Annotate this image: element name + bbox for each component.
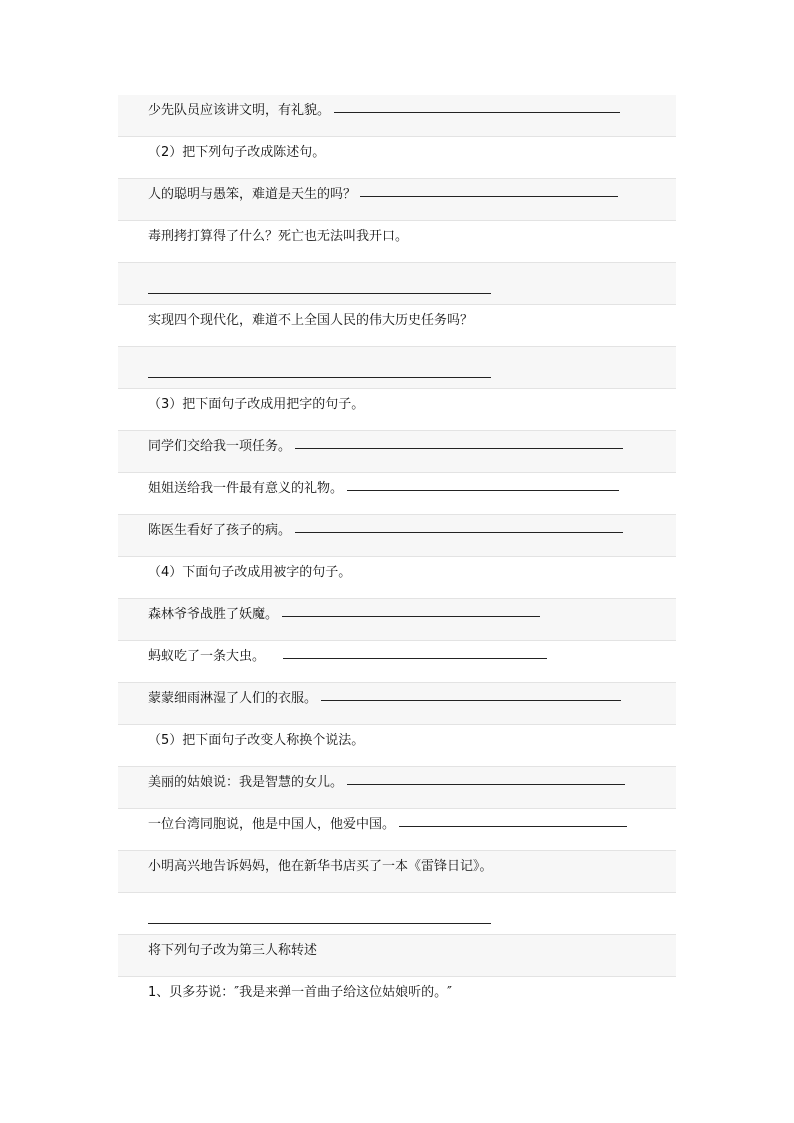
sentence-text: 蒙蒙细雨淋湿了人们的衣服。 (148, 691, 318, 706)
sentence-line (148, 599, 540, 641)
answer-blank[interactable] (399, 825, 627, 827)
sentence-line (148, 767, 625, 809)
sentence-text: 毒刑拷打算得了什么？死亡也无法叫我开口。 (148, 229, 409, 244)
exercise-row (118, 221, 676, 263)
answer-blank[interactable] (148, 293, 491, 294)
section-heading (148, 725, 364, 767)
section-heading (148, 557, 351, 599)
exercise-row (118, 515, 676, 557)
answer-blank[interactable] (360, 195, 618, 197)
sentence-line (148, 641, 547, 683)
section-heading-text: （4）下面句子改成用被字的句子。 (148, 565, 352, 580)
sentence-text: 陈医生看好了孩子的病。 (148, 523, 292, 538)
section-heading (148, 935, 317, 977)
section-heading-text: （2）把下列句子改成陈述句。 (148, 145, 326, 160)
section-heading-text: （5）把下面句子改变人称换个说法。 (148, 733, 365, 748)
exercise-row (118, 935, 676, 977)
section-heading-text: 将下列句子改为第三人称转述 (148, 943, 318, 958)
sentence-line (148, 431, 623, 473)
answer-blank[interactable] (334, 111, 620, 113)
exercise-row (118, 851, 676, 893)
answer-blank[interactable] (148, 923, 491, 924)
exercise-row (118, 809, 676, 851)
exercise-row (118, 767, 676, 809)
sentence-text: 实现四个现代化，难道不上全国人民的伟大历史任务吗？ (148, 313, 474, 328)
exercise-row (118, 893, 676, 935)
exercise-row (118, 347, 676, 389)
sentence-text: 姐姐送给我一件最有意义的礼物。 (148, 481, 344, 496)
exercise-row (118, 557, 676, 599)
exercise-row (118, 389, 676, 431)
answer-blank[interactable] (148, 377, 491, 378)
sentence-text: 1、贝多芬说：″我是来弹一首曲子给这位姑娘听的。″ (148, 985, 452, 1000)
exercise-row (118, 431, 676, 473)
exercise-row (118, 725, 676, 767)
sentence-text: 一位台湾同胞说，他是中国人，他爱中国。 (148, 817, 396, 832)
exercise-row (118, 179, 676, 221)
exercise-row (118, 683, 676, 725)
sentence-text: 美丽的姑娘说：我是智慧的女儿。 (148, 775, 344, 790)
sentence-line (148, 809, 627, 851)
sentence-text: 少先队员应该讲文明，有礼貌。 (148, 103, 331, 118)
sentence-line (148, 515, 623, 557)
sentence-text: 同学们交给我一项任务。 (148, 439, 292, 454)
sentence-line (148, 305, 473, 347)
exercise-sheet (118, 95, 676, 1016)
exercise-row (118, 305, 676, 347)
answer-blank[interactable] (282, 615, 540, 617)
exercise-row (118, 95, 676, 137)
sentence-text: 小明高兴地告诉妈妈，他在新华书店买了一本《雷锋日记》。 (148, 859, 493, 874)
sentence-line (148, 851, 493, 893)
sentence-text: 森林爷爷战胜了妖魔。 (148, 607, 279, 622)
answer-blank[interactable] (295, 531, 623, 533)
sentence-line (148, 977, 452, 1019)
sentence-line (148, 95, 620, 137)
sentence-line (148, 683, 621, 725)
sentence-line (148, 473, 619, 515)
exercise-row (118, 137, 676, 179)
answer-blank[interactable] (347, 489, 619, 491)
sentence-text: 人的聪明与愚笨，难道是天生的吗？ (148, 187, 357, 202)
sentence-text: 蚂蚁吃了一条大虫。 (148, 649, 266, 664)
answer-blank[interactable] (295, 447, 623, 449)
sentence-line (148, 179, 618, 221)
exercise-row (118, 473, 676, 515)
answer-blank[interactable] (321, 699, 621, 701)
section-heading (148, 389, 364, 431)
answer-blank[interactable] (283, 657, 547, 659)
exercise-row (118, 977, 676, 1016)
exercise-row (118, 641, 676, 683)
section-heading (148, 137, 325, 179)
exercise-row (118, 263, 676, 305)
section-heading-text: （3）把下面句子改成用把字的句子。 (148, 397, 365, 412)
exercise-row (118, 599, 676, 641)
sentence-line (148, 221, 408, 263)
answer-blank[interactable] (347, 783, 625, 785)
